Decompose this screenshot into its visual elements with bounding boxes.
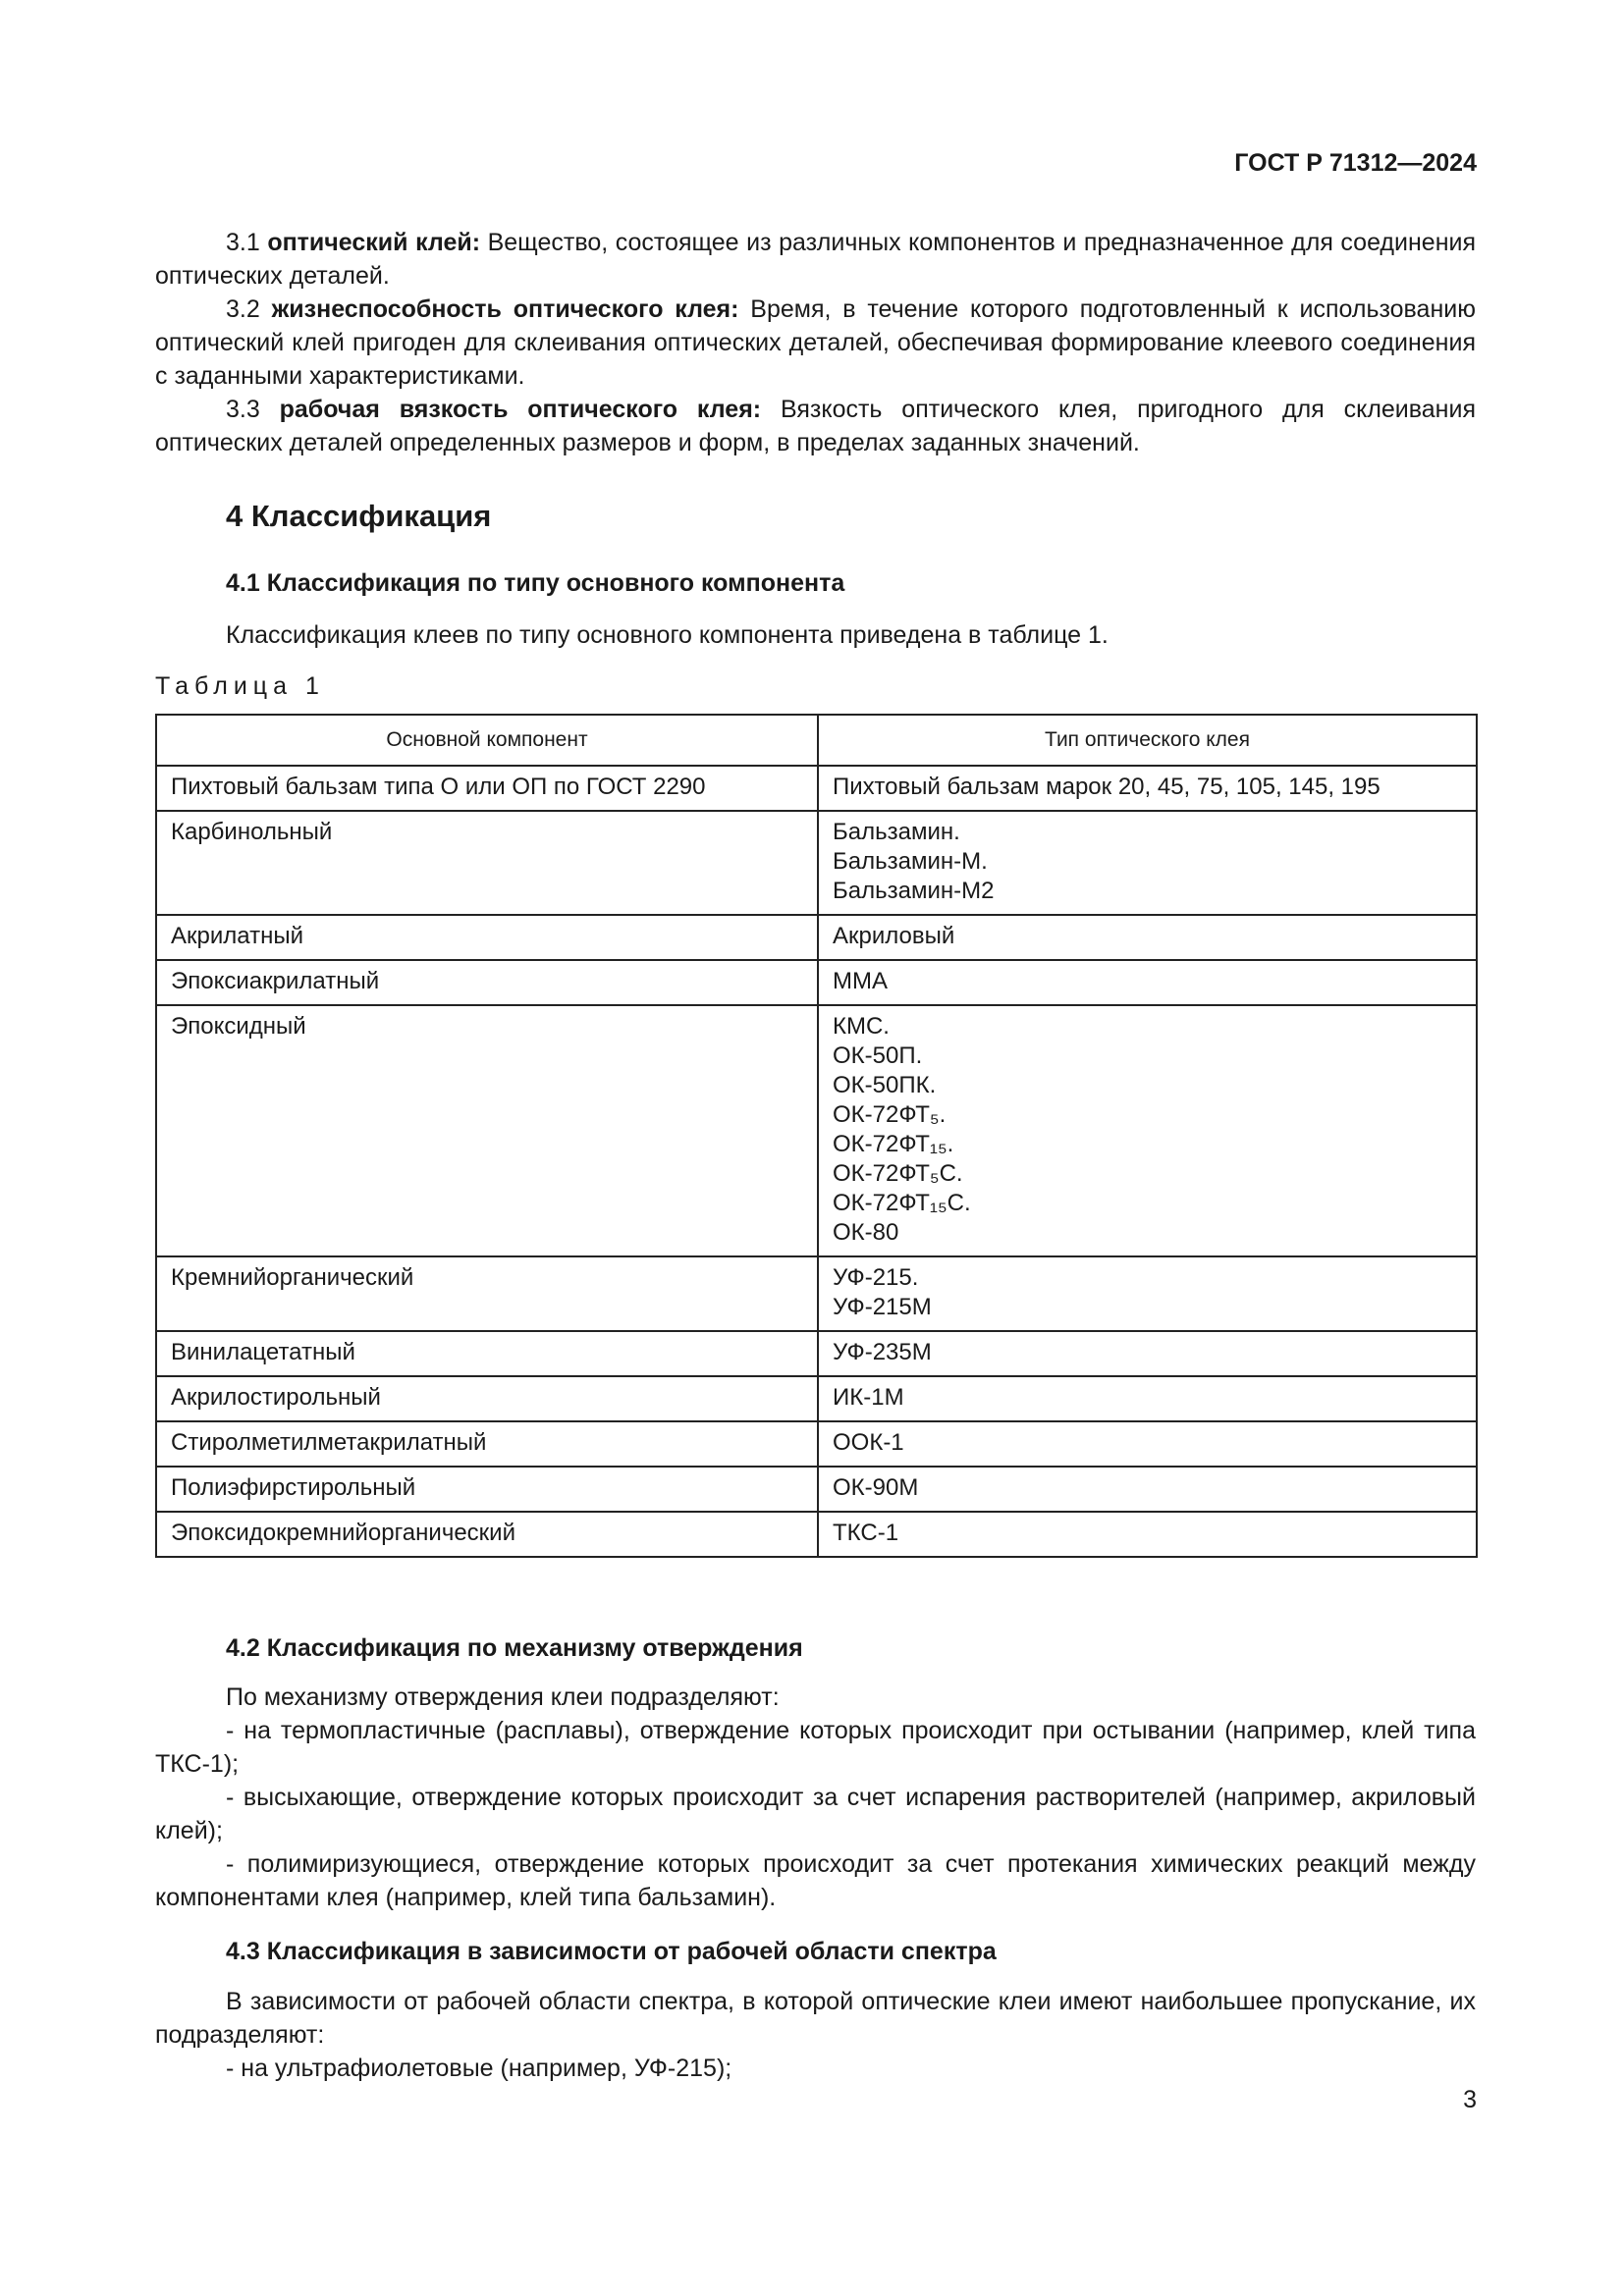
table-cell-types	[818, 1467, 1477, 1512]
adhesive-type: УФ-235М	[833, 1339, 932, 1365]
section-4-2-item: - высыхающие, отверждение которых происходит за счет испарения растворителей (например, акриловый клей);	[155, 1784, 1476, 1844]
adhesive-type: ООК-1	[833, 1429, 904, 1456]
table-cell-types	[818, 915, 1477, 960]
table-cell-component: Винилацетатный	[156, 1331, 818, 1376]
definition-term: рабочая вязкость оптического клея:	[279, 396, 762, 423]
table-cell-component: Кремнийорганический	[156, 1256, 818, 1331]
adhesive-type: ОК-72ФТ₅С.	[833, 1160, 963, 1187]
table-cell-component: Эпоксиакрилатный	[156, 960, 818, 1005]
table-cell-types	[818, 1331, 1477, 1376]
table-row	[156, 1005, 1477, 1256]
section-4-3-title: 4.3 Классификация в зависимости от рабочей области спектра	[226, 1938, 997, 1965]
table-cell-component: Пихтовый бальзам типа О или ОП по ГОСТ 2290	[156, 766, 818, 811]
table-cell-types	[818, 1421, 1477, 1467]
table-row	[156, 960, 1477, 1005]
section-4-title: 4 Классификация	[226, 499, 492, 533]
table-header-row	[156, 715, 1477, 766]
definition-text: Вещество, состоящее из различных компонентов и предназначенное для соединения оптических деталей.	[155, 229, 1477, 290]
adhesive-type: ОК-80	[833, 1219, 899, 1246]
section-4-2-item: - полимиризующиеся, отверждение которых происходит за счет протекания химических реакций между компонентами клея (например, клей типа бальзамин).	[155, 1850, 1476, 1911]
table-header-component: Основной компонент	[156, 715, 818, 766]
section-4-1-title: 4.1 Классификация по типу основного компонента	[226, 569, 845, 597]
table-cell-component: Эпоксидный	[156, 1005, 818, 1256]
definition-text: Вязкость оптического клея, пригодного для склеивания оптических деталей определенных размеров и форм, в пределах заданных значений.	[155, 396, 1476, 456]
definition-3-2	[155, 293, 1476, 393]
definition-number: 3.3	[226, 396, 260, 423]
definition-number: 3.1	[226, 229, 260, 256]
table-row	[156, 811, 1477, 915]
table-cell-component: Полиэфирстирольный	[156, 1467, 818, 1512]
doc-header-code: ГОСТ Р 71312—2024	[1234, 149, 1477, 177]
section-4-3-item: - на ультрафиолетовые (например, УФ-215);	[226, 2055, 732, 2082]
adhesive-type: ОК-50ПК.	[833, 1072, 937, 1098]
definition-term: оптический клей:	[267, 229, 481, 256]
table-row	[156, 1467, 1477, 1512]
section-4-1-intro: Классификация клеев по типу основного компонента приведена в таблице 1.	[226, 621, 1109, 649]
table-cell-types	[818, 1512, 1477, 1557]
adhesive-type: Бальзамин-М2	[833, 878, 995, 904]
definition-text: Время, в течение которого подготовленный к использованию оптический клей пригоден для склеивания оптических деталей, обеспечивая формирование клеевого соединения с заданными характеристиками.	[155, 295, 1476, 390]
adhesive-type: УФ-215М	[833, 1294, 932, 1320]
section-4-2-item: - на термопластичные (расплавы), отверждение которых происходит при остывании (например, клей типа ТКС-1);	[155, 1717, 1476, 1778]
table-row	[156, 915, 1477, 960]
adhesive-type: ОК-72ФТ₁₅.	[833, 1131, 954, 1157]
section-4-2-intro: По механизму отверждения клеи подразделяют:	[226, 1683, 780, 1711]
table-cell-types	[818, 960, 1477, 1005]
adhesive-type: ОК-72ФТ₅.	[833, 1101, 947, 1128]
table-cell-component: Акрилатный	[156, 915, 818, 960]
definition-3-1	[155, 226, 1476, 293]
page-number: 3	[1463, 2086, 1477, 2113]
table-cell-types	[818, 1005, 1477, 1256]
adhesive-type: ММА	[833, 968, 888, 994]
adhesive-type: УФ-215.	[833, 1264, 919, 1291]
adhesive-type: КМС.	[833, 1013, 890, 1040]
table-row	[156, 1376, 1477, 1421]
table-row	[156, 1256, 1477, 1331]
definition-number: 3.2	[226, 295, 260, 323]
table-cell-types	[818, 1256, 1477, 1331]
definition-term: жизнеспособность оптического клея:	[271, 295, 739, 323]
table-row	[156, 766, 1477, 811]
table-cell-types	[818, 1376, 1477, 1421]
table-cell-component: Стиролметилметакрилатный	[156, 1421, 818, 1467]
adhesive-type: Пихтовый бальзам марок 20, 45, 75, 105, 145, 195	[833, 774, 1380, 800]
table-row	[156, 1421, 1477, 1467]
adhesive-type: Бальзамин.	[833, 819, 960, 845]
table-caption: Таблица 1	[155, 672, 325, 700]
table-cell-types	[818, 766, 1477, 811]
table-cell-component: Карбинольный	[156, 811, 818, 915]
table-header-type: Тип оптического клея	[818, 715, 1477, 766]
section-4-3-intro: В зависимости от рабочей области спектра, в которой оптические клеи имеют наибольшее пропускание, их подразделяют:	[155, 1988, 1476, 2049]
adhesive-type: ОК-90М	[833, 1474, 919, 1501]
table-row	[156, 1331, 1477, 1376]
table-row	[156, 1512, 1477, 1557]
adhesive-type: Акриловый	[833, 923, 955, 949]
table-cell-types	[818, 811, 1477, 915]
table-cell-component: Эпоксидокремнийорганический	[156, 1512, 818, 1557]
section-4-2-title: 4.2 Классификация по механизму отверждения	[226, 1634, 803, 1662]
adhesive-type: ИК-1М	[833, 1384, 904, 1411]
adhesive-type: ОК-72ФТ₁₅С.	[833, 1190, 971, 1216]
adhesive-type: ТКС-1	[833, 1520, 899, 1546]
adhesive-type: ОК-50П.	[833, 1042, 923, 1069]
table-cell-component: Акрилостирольный	[156, 1376, 818, 1421]
table-1	[155, 714, 1478, 1558]
adhesive-type: Бальзамин-М.	[833, 848, 988, 875]
definition-3-3	[155, 393, 1476, 459]
